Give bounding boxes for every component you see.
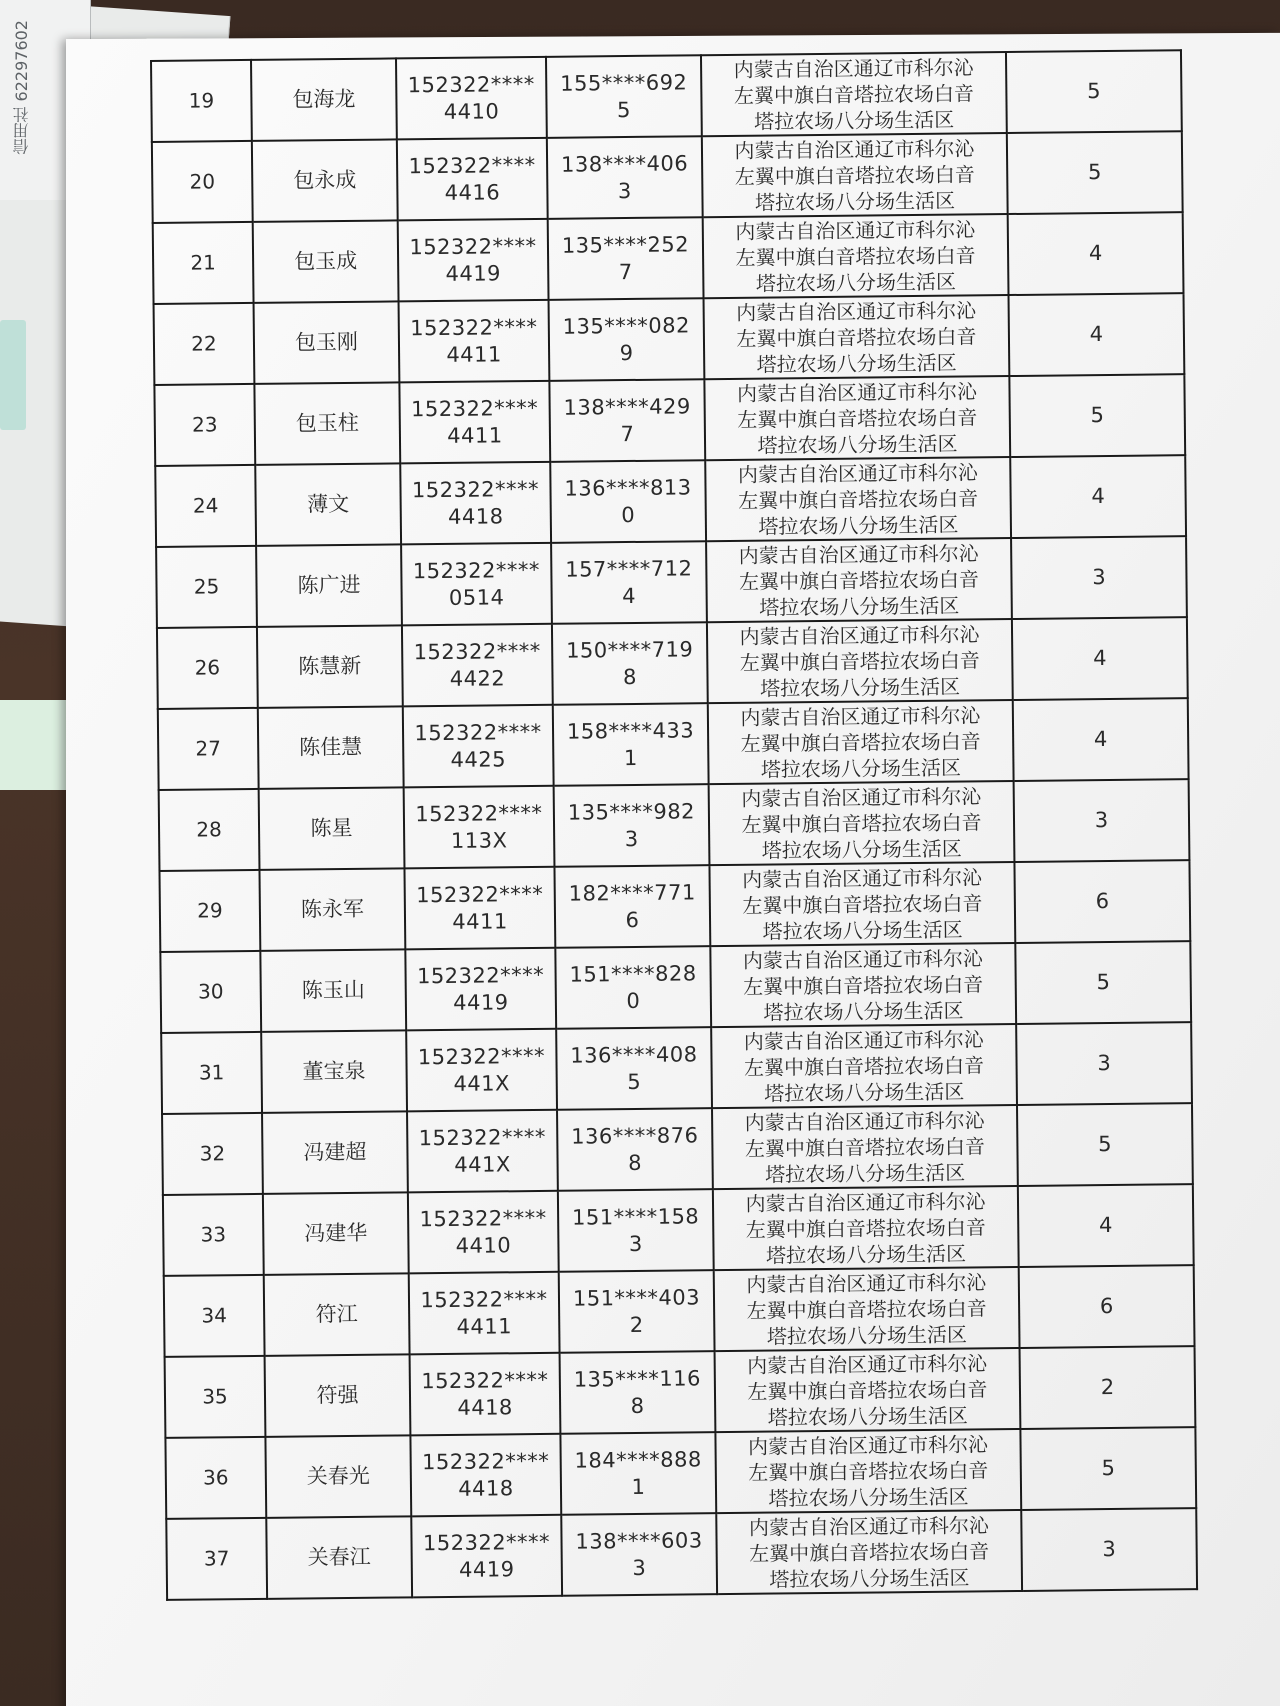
phone-line-1: 138****603 xyxy=(575,1527,703,1554)
id-line-1: 152322**** xyxy=(418,1124,546,1150)
corner-text: 信用社 62297602 xyxy=(12,20,31,155)
cell-phone xyxy=(547,136,703,219)
mint-card xyxy=(0,320,26,430)
phone-line-1: 135****252 xyxy=(561,231,690,258)
cell-count: 4 xyxy=(1010,455,1186,538)
phone-line-1: 158****433 xyxy=(566,717,695,744)
cell-id xyxy=(410,1434,561,1517)
cell-phone xyxy=(552,622,708,705)
cell-number: 21 xyxy=(153,222,254,304)
cell-id xyxy=(400,462,551,545)
table-row xyxy=(151,50,1182,142)
id-line-2: 4418 xyxy=(458,1475,514,1501)
cell-count: 4 xyxy=(1013,698,1189,781)
phone-line-2: 0 xyxy=(626,988,641,1013)
phone-line-2: 1 xyxy=(623,745,638,770)
id-line-2: 4419 xyxy=(453,989,509,1015)
address-line-3: 塔拉农场八分场生活区 xyxy=(765,1160,966,1187)
address-line-3: 塔拉农场八分场生活区 xyxy=(759,674,961,701)
cell-address xyxy=(714,1267,1020,1351)
id-line-2: 0514 xyxy=(448,584,505,610)
cell-phone xyxy=(554,784,710,867)
phone-line-2: 4 xyxy=(622,583,637,608)
cell-name: 陈星 xyxy=(259,787,405,870)
id-line-2: 4425 xyxy=(450,746,507,772)
cell-id xyxy=(411,1515,562,1598)
id-line-1: 152322**** xyxy=(416,881,544,907)
table-row xyxy=(160,941,1191,1033)
address-line-2: 左翼中旗白音塔拉农场白音 xyxy=(743,971,984,999)
phone-line-2: 7 xyxy=(620,421,635,446)
address-line-3: 塔拉农场八分场生活区 xyxy=(761,836,962,863)
address-line-1: 内蒙古自治区通辽市科尔沁 xyxy=(746,1269,987,1297)
table-row xyxy=(166,1508,1197,1600)
cell-number: 24 xyxy=(155,465,256,547)
id-line-2: 4418 xyxy=(457,1394,513,1420)
phone-line-1: 138****406 xyxy=(560,150,689,177)
table-row xyxy=(163,1184,1194,1276)
cell-id xyxy=(405,948,556,1031)
cell-address xyxy=(715,1348,1021,1432)
cell-count: 4 xyxy=(1008,212,1184,295)
address-line-1: 内蒙古自治区通辽市科尔沁 xyxy=(739,621,980,649)
cell-name: 包玉柱 xyxy=(254,382,400,465)
cell-id xyxy=(396,57,547,140)
table-row xyxy=(164,1265,1195,1357)
cell-number: 22 xyxy=(154,303,255,385)
cell-number: 30 xyxy=(160,951,261,1033)
cell-phone xyxy=(553,703,709,786)
cell-address xyxy=(711,1024,1017,1108)
id-line-2: 4419 xyxy=(458,1556,515,1582)
cell-number: 19 xyxy=(151,60,252,142)
cell-phone xyxy=(549,298,705,381)
address-line-2: 左翼中旗白音塔拉农场白音 xyxy=(744,1133,986,1161)
id-line-1: 152322**** xyxy=(416,962,545,988)
phone-line-2: 5 xyxy=(616,97,632,122)
cell-id xyxy=(404,786,555,869)
phone-line-1: 155****692 xyxy=(560,69,688,96)
id-line-2: 4411 xyxy=(452,908,508,934)
phone-line-1: 151****403 xyxy=(572,1284,701,1311)
cell-count: 5 xyxy=(1017,1103,1193,1186)
cell-id xyxy=(403,705,554,788)
phone-line-2: 8 xyxy=(630,1393,645,1418)
address-line-1: 内蒙古自治区通辽市科尔沁 xyxy=(734,135,975,163)
cell-count: 4 xyxy=(1009,293,1185,376)
phone-line-2: 3 xyxy=(628,1231,643,1256)
address-line-1: 内蒙古自治区通辽市科尔沁 xyxy=(747,1431,989,1459)
cell-name: 冯建超 xyxy=(262,1111,408,1194)
address-line-2: 左翼中旗白音塔拉农场白音 xyxy=(743,1052,985,1080)
cell-name: 包永成 xyxy=(252,139,398,222)
cell-phone xyxy=(560,1351,716,1434)
phone-line-2: 3 xyxy=(617,178,632,203)
cell-address xyxy=(713,1186,1019,1270)
address-line-2: 左翼中旗白音塔拉农场白音 xyxy=(745,1214,986,1242)
cell-count: 5 xyxy=(1020,1427,1196,1510)
cell-id xyxy=(402,624,553,707)
phone-line-1: 182****771 xyxy=(568,879,696,906)
address-line-2: 左翼中旗白音塔拉农场白音 xyxy=(742,890,983,918)
phone-line-1: 138****429 xyxy=(563,393,691,420)
cell-number: 37 xyxy=(166,1518,267,1600)
cell-phone xyxy=(551,541,707,624)
household-table xyxy=(150,49,1198,1601)
address-line-3: 塔拉农场八分场生活区 xyxy=(754,188,956,215)
address-line-2: 左翼中旗白音塔拉农场白音 xyxy=(738,485,979,513)
phone-line-2: 1 xyxy=(631,1474,646,1499)
phone-line-2: 2 xyxy=(629,1312,644,1337)
cell-name: 陈佳慧 xyxy=(258,706,404,789)
phone-line-1: 135****116 xyxy=(573,1365,702,1392)
cell-phone xyxy=(560,1432,716,1515)
table-row xyxy=(159,860,1190,952)
cell-name: 董宝泉 xyxy=(261,1030,407,1113)
phone-line-2: 7 xyxy=(618,259,633,284)
phone-line-2: 9 xyxy=(619,340,634,365)
table-container xyxy=(150,49,1196,1601)
address-line-2: 左翼中旗白音塔拉农场白音 xyxy=(735,242,976,270)
id-line-1: 152322**** xyxy=(408,152,536,178)
table-row xyxy=(154,374,1185,466)
id-line-1: 152322**** xyxy=(411,476,540,502)
cell-count: 3 xyxy=(1021,1508,1197,1591)
cell-number: 23 xyxy=(154,384,255,466)
cell-number: 29 xyxy=(159,870,260,952)
address-line-3: 塔拉农场八分场生活区 xyxy=(757,431,958,458)
cell-address xyxy=(703,214,1009,298)
cell-number: 32 xyxy=(162,1113,263,1195)
address-line-1: 内蒙古自治区通辽市科尔沁 xyxy=(743,1026,984,1054)
cell-id xyxy=(397,138,548,221)
table-row xyxy=(165,1346,1196,1438)
address-line-2: 左翼中旗白音塔拉农场白音 xyxy=(738,566,980,594)
cell-phone xyxy=(555,946,711,1029)
cell-phone xyxy=(548,217,704,300)
address-line-2: 左翼中旗白音塔拉农场白音 xyxy=(746,1295,987,1323)
table-body xyxy=(151,50,1197,1600)
cell-phone xyxy=(559,1270,715,1353)
cell-count: 6 xyxy=(1019,1265,1195,1348)
table-row xyxy=(165,1427,1196,1519)
id-line-1: 152322**** xyxy=(421,1367,549,1393)
cell-address xyxy=(705,457,1011,541)
id-line-1: 152322**** xyxy=(422,1529,551,1555)
id-line-2: 4411 xyxy=(456,1313,513,1339)
id-line-2: 4416 xyxy=(444,179,501,205)
cell-name: 包玉刚 xyxy=(254,301,400,384)
address-line-2: 左翼中旗白音塔拉农场白音 xyxy=(734,161,975,189)
cell-address xyxy=(706,538,1012,622)
cell-number: 27 xyxy=(158,708,259,790)
cell-id xyxy=(407,1110,558,1193)
address-line-1: 内蒙古自治区通辽市科尔沁 xyxy=(744,1107,985,1135)
phone-line-2: 6 xyxy=(625,907,640,932)
cell-name: 冯建华 xyxy=(263,1192,409,1275)
phone-line-1: 151****828 xyxy=(569,960,697,987)
cell-id xyxy=(401,543,552,626)
cell-number: 36 xyxy=(165,1437,266,1519)
cell-phone xyxy=(561,1513,717,1596)
address-line-2: 左翼中旗白音塔拉农场白音 xyxy=(736,323,977,351)
phone-line-1: 184****888 xyxy=(574,1446,702,1473)
cell-address xyxy=(708,700,1014,784)
address-line-1: 内蒙古自治区通辽市科尔沁 xyxy=(736,297,977,325)
cell-id xyxy=(399,300,550,383)
address-line-2: 左翼中旗白音塔拉农场白音 xyxy=(741,809,982,837)
cell-count: 2 xyxy=(1020,1346,1196,1429)
cell-count: 4 xyxy=(1018,1184,1194,1267)
cell-number: 34 xyxy=(164,1275,265,1357)
table-row xyxy=(154,293,1185,385)
phone-line-1: 151****158 xyxy=(571,1203,700,1230)
cell-address xyxy=(710,943,1016,1027)
cell-phone xyxy=(550,460,706,543)
cell-number: 33 xyxy=(163,1194,264,1276)
address-line-2: 左翼中旗白音塔拉农场白音 xyxy=(749,1538,990,1566)
cell-id xyxy=(398,219,549,302)
address-line-3: 塔拉农场八分场生活区 xyxy=(760,755,962,782)
cell-name: 陈慧新 xyxy=(257,625,403,708)
table-row xyxy=(152,131,1183,223)
cell-name: 陈广进 xyxy=(256,544,402,627)
phone-line-2: 8 xyxy=(622,664,638,689)
address-line-3: 塔拉农场八分场生活区 xyxy=(766,1322,968,1349)
cell-phone xyxy=(556,1027,712,1110)
cell-id xyxy=(399,381,550,464)
table-row xyxy=(155,455,1186,547)
id-line-1: 152322**** xyxy=(414,719,542,745)
cell-name: 关春江 xyxy=(266,1516,412,1599)
cell-name: 符强 xyxy=(265,1354,411,1437)
id-line-2: 4418 xyxy=(447,503,504,529)
id-line-1: 152322**** xyxy=(412,557,541,583)
table-row xyxy=(159,779,1190,871)
cell-count: 3 xyxy=(1016,1022,1192,1105)
cell-number: 20 xyxy=(152,141,253,223)
cell-phone xyxy=(557,1108,713,1191)
address-line-1: 内蒙古自治区通辽市科尔沁 xyxy=(737,459,978,487)
address-line-1: 内蒙古自治区通辽市科尔沁 xyxy=(747,1350,988,1378)
address-line-3: 塔拉农场八分场生活区 xyxy=(754,107,955,134)
phone-line-1: 136****876 xyxy=(571,1122,699,1149)
cell-phone xyxy=(546,55,702,138)
cell-count: 5 xyxy=(1006,50,1182,133)
id-line-1: 152322**** xyxy=(407,71,535,97)
phone-line-2: 3 xyxy=(632,1555,647,1580)
table-row xyxy=(161,1022,1192,1114)
phone-line-2: 5 xyxy=(627,1069,642,1094)
cell-count: 6 xyxy=(1014,860,1190,943)
cell-name: 薄文 xyxy=(255,463,401,546)
id-line-1: 152322**** xyxy=(421,1448,550,1474)
cell-address xyxy=(709,781,1015,865)
cell-count: 4 xyxy=(1012,617,1188,700)
address-line-1: 内蒙古自治区通辽市科尔沁 xyxy=(740,702,981,730)
cell-number: 25 xyxy=(156,546,257,628)
cell-count: 3 xyxy=(1011,536,1187,619)
id-line-2: 4411 xyxy=(446,341,502,367)
address-line-3: 塔拉农场八分场生活区 xyxy=(758,512,959,539)
address-line-1: 内蒙古自治区通辽市科尔沁 xyxy=(748,1512,990,1540)
address-line-1: 内蒙古自治区通辽市科尔沁 xyxy=(736,378,978,406)
phone-line-2: 0 xyxy=(621,502,636,527)
address-line-2: 左翼中旗白音塔拉农场白音 xyxy=(740,728,981,756)
address-line-2: 左翼中旗白音塔拉农场白音 xyxy=(748,1457,989,1485)
cell-count: 5 xyxy=(1009,374,1185,457)
cell-address xyxy=(702,133,1008,217)
cell-name: 符江 xyxy=(264,1273,410,1356)
cell-address xyxy=(704,295,1010,379)
cell-address xyxy=(712,1105,1018,1189)
cell-name: 关春光 xyxy=(265,1435,411,1518)
id-line-1: 152322**** xyxy=(419,1205,547,1231)
address-line-1: 内蒙古自治区通辽市科尔沁 xyxy=(741,864,983,892)
id-line-2: 4419 xyxy=(445,260,502,286)
address-line-1: 内蒙古自治区通辽市科尔沁 xyxy=(735,216,976,244)
cell-count: 5 xyxy=(1015,941,1191,1024)
cell-name: 陈永军 xyxy=(259,868,405,951)
phone-line-1: 136****813 xyxy=(564,474,692,501)
phone-line-1: 136****408 xyxy=(570,1041,698,1068)
address-line-3: 塔拉农场八分场生活区 xyxy=(759,593,960,620)
id-line-1: 152322**** xyxy=(415,800,543,826)
cell-address xyxy=(707,619,1013,703)
table-row xyxy=(162,1103,1193,1195)
address-line-3: 塔拉农场八分场生活区 xyxy=(763,998,964,1025)
id-line-2: 113X xyxy=(450,827,508,853)
cell-count: 5 xyxy=(1007,131,1183,214)
cell-name: 包海龙 xyxy=(251,58,397,141)
address-line-2: 左翼中旗白音塔拉农场白音 xyxy=(733,80,975,108)
phone-line-1: 157****712 xyxy=(565,555,693,582)
id-line-1: 152322**** xyxy=(420,1286,548,1312)
address-line-3: 塔拉农场八分场生活区 xyxy=(769,1565,970,1592)
address-line-3: 塔拉农场八分场生活区 xyxy=(764,1079,965,1106)
cell-name: 陈玉山 xyxy=(260,949,406,1032)
id-line-2: 441X xyxy=(454,1151,511,1177)
address-line-2: 左翼中旗白音塔拉农场白音 xyxy=(747,1376,988,1404)
address-line-3: 塔拉农场八分场生活区 xyxy=(756,350,957,377)
cell-count: 3 xyxy=(1014,779,1190,862)
phone-line-1: 135****082 xyxy=(562,312,691,339)
id-line-1: 152322**** xyxy=(417,1043,546,1069)
id-line-1: 152322**** xyxy=(413,638,541,664)
table-row xyxy=(157,617,1188,709)
address-line-1: 内蒙古自治区通辽市科尔沁 xyxy=(741,783,982,811)
id-line-1: 152322**** xyxy=(410,314,538,340)
cell-id xyxy=(408,1191,559,1274)
address-line-1: 内蒙古自治区通辽市科尔沁 xyxy=(738,540,979,568)
cell-number: 31 xyxy=(161,1032,262,1114)
cell-phone xyxy=(554,865,710,948)
cell-id xyxy=(409,1272,560,1355)
cell-number: 28 xyxy=(159,789,260,871)
id-line-1: 152322**** xyxy=(410,395,539,421)
phone-line-1: 150****719 xyxy=(565,636,694,663)
phone-line-1: 135****982 xyxy=(567,798,696,825)
cell-address xyxy=(709,862,1015,946)
cell-address xyxy=(715,1429,1021,1513)
cell-number: 35 xyxy=(165,1356,266,1438)
address-line-3: 塔拉农场八分场生活区 xyxy=(767,1403,968,1430)
cell-name: 包玉成 xyxy=(253,220,399,303)
address-line-2: 左翼中旗白音塔拉农场白音 xyxy=(739,647,980,675)
address-line-3: 塔拉农场八分场生活区 xyxy=(765,1241,967,1268)
cell-address xyxy=(704,376,1010,460)
address-line-1: 内蒙古自治区通辽市科尔沁 xyxy=(742,945,984,973)
cell-id xyxy=(404,867,555,950)
address-line-3: 塔拉农场八分场生活区 xyxy=(762,917,963,944)
address-line-2: 左翼中旗白音塔拉农场白音 xyxy=(737,404,978,432)
id-line-2: 4410 xyxy=(455,1232,512,1258)
cell-address xyxy=(716,1510,1022,1594)
id-line-1: 152322**** xyxy=(409,233,537,259)
phone-line-2: 3 xyxy=(624,826,639,851)
id-line-2: 441X xyxy=(453,1070,511,1096)
cell-id xyxy=(406,1029,557,1112)
cell-address xyxy=(701,52,1007,136)
cell-phone xyxy=(549,379,705,462)
table-row xyxy=(153,212,1184,304)
id-line-2: 4411 xyxy=(447,422,503,448)
table-row xyxy=(158,698,1189,790)
address-line-3: 塔拉农场八分场生活区 xyxy=(768,1484,969,1511)
address-line-1: 内蒙古自治区通辽市科尔沁 xyxy=(733,54,974,82)
address-line-1: 内蒙古自治区通辽市科尔沁 xyxy=(745,1188,986,1216)
cell-phone xyxy=(558,1189,714,1272)
address-line-3: 塔拉农场八分场生活区 xyxy=(755,269,956,296)
id-line-2: 4410 xyxy=(443,98,500,124)
cell-number: 26 xyxy=(157,627,258,709)
table-row xyxy=(156,536,1187,628)
id-line-2: 4422 xyxy=(449,665,506,691)
phone-line-2: 8 xyxy=(628,1150,643,1175)
cell-id xyxy=(410,1353,561,1436)
